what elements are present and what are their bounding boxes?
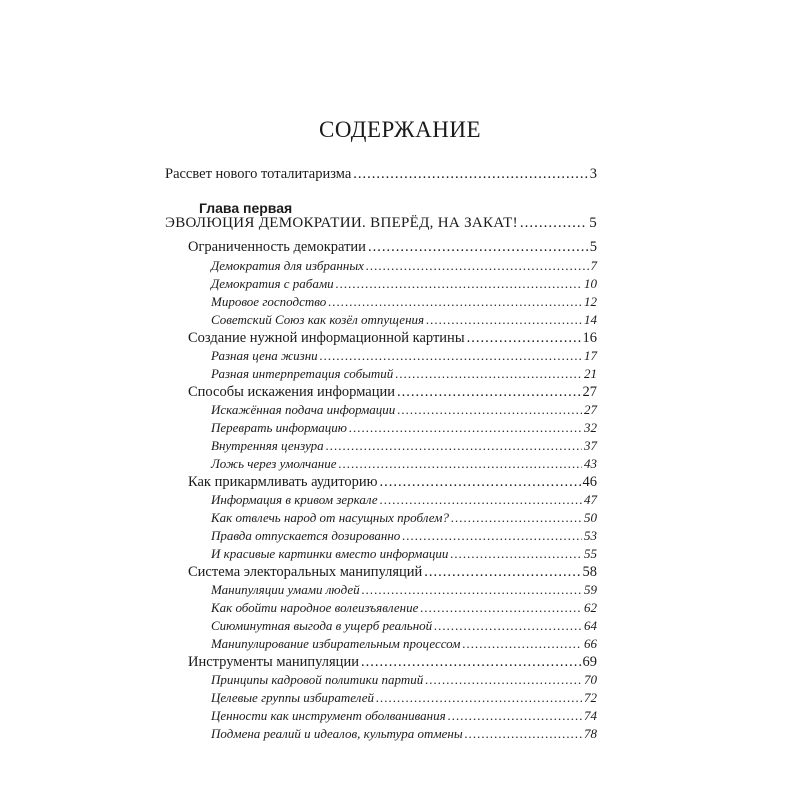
toc-entry-page: 66 bbox=[584, 636, 597, 651]
toc-leader-dots bbox=[450, 544, 582, 564]
toc-subsection-entry bbox=[211, 670, 597, 690]
toc-entry-page: 78 bbox=[584, 726, 597, 741]
toc-subsection-entry bbox=[211, 400, 597, 420]
toc-entry-page: 55 bbox=[584, 546, 597, 561]
toc-entry-page: 64 bbox=[584, 618, 597, 633]
toc-leader-dots bbox=[328, 292, 582, 312]
toc-entry-label: И красивые картинки вместо информации bbox=[211, 546, 449, 561]
toc-entry-page: 59 bbox=[584, 582, 597, 597]
toc-section-entry bbox=[188, 652, 597, 672]
toc-subsection-entry bbox=[211, 724, 597, 744]
toc-entry-label: Информация в кривом зеркале bbox=[211, 492, 378, 507]
toc-subsection-entry bbox=[211, 544, 597, 564]
toc-subsection-entry bbox=[211, 418, 597, 438]
toc-entry-page: 46 bbox=[582, 474, 597, 490]
toc-entry-page: 50 bbox=[584, 510, 597, 525]
toc-entry-page: 37 bbox=[584, 438, 597, 453]
toc-entry-label: Демократия с рабами bbox=[211, 276, 334, 291]
toc-intro-entry bbox=[165, 164, 597, 184]
toc-leader-dots bbox=[368, 237, 588, 257]
toc-leader-dots bbox=[467, 328, 581, 348]
toc-entry-label: Правда отпускается дозированно bbox=[211, 528, 401, 543]
toc-entry-page: 47 bbox=[584, 492, 597, 507]
toc-entry-label: Целевые группы избирателей bbox=[211, 690, 374, 705]
toc-leader-dots bbox=[424, 562, 580, 582]
toc-leader-dots bbox=[462, 634, 582, 654]
toc-entry-label: Внутренняя цензура bbox=[211, 438, 324, 453]
toc-entry-label: Искажённая подача информации bbox=[211, 402, 396, 417]
toc-entry-label: Разная цена жизни bbox=[211, 348, 318, 363]
toc-subsection-entry bbox=[211, 598, 597, 618]
toc-entry-label: Манипулирование избирательным процессом bbox=[211, 636, 461, 651]
toc-entry-label: Как обойти народное волеизъявление bbox=[211, 600, 419, 615]
toc-leader-dots bbox=[353, 164, 587, 184]
toc-entry-page: 7 bbox=[590, 258, 597, 273]
toc-entry-page: 12 bbox=[584, 294, 597, 309]
toc-entry-label: Способы искажения информации bbox=[188, 384, 395, 400]
toc-leader-dots bbox=[380, 472, 581, 492]
toc-subsection-entry bbox=[211, 454, 597, 474]
toc-subsection-entry bbox=[211, 616, 597, 636]
toc-entry-page: 14 bbox=[584, 312, 597, 327]
toc-entry-label: Рассвет нового тоталитаризма bbox=[165, 166, 352, 182]
toc-subsection-entry bbox=[211, 580, 597, 600]
toc-leader-dots bbox=[426, 310, 582, 330]
toc-entry-label: Инструменты манипуляции bbox=[188, 654, 359, 670]
toc-entry-label: Подмена реалий и идеалов, культура отмены bbox=[211, 726, 463, 741]
toc-leader-dots bbox=[520, 213, 587, 233]
toc-leader-dots bbox=[397, 382, 581, 402]
toc-section-entry bbox=[188, 562, 597, 582]
toc-leader-dots bbox=[465, 724, 582, 744]
chapter-title: ЭВОЛЮЦИЯ ДЕМОКРАТИИ. ВПЕРЁД, НА ЗАКАТ! bbox=[165, 215, 518, 231]
toc-leader-dots bbox=[425, 670, 582, 690]
toc-leader-dots bbox=[397, 400, 582, 420]
toc-leader-dots bbox=[366, 256, 589, 276]
toc-entry-page: 5 bbox=[589, 215, 597, 231]
toc-subsection-entry bbox=[211, 490, 597, 510]
toc-leader-dots bbox=[376, 688, 582, 708]
toc-entry-page: 27 bbox=[582, 384, 597, 400]
toc-subsection-entry bbox=[211, 346, 597, 366]
toc-entry-page: 72 bbox=[584, 690, 597, 705]
toc-entry-label: Ценности как инструмент оболванивания bbox=[211, 708, 446, 723]
toc-entry-page: 32 bbox=[584, 420, 597, 435]
toc-entry-label: Мировое господство bbox=[211, 294, 327, 309]
toc-leader-dots bbox=[320, 346, 582, 366]
toc-section-entry bbox=[188, 328, 597, 348]
toc-entry-label: Система электоральных манипуляций bbox=[188, 564, 423, 580]
toc-leader-dots bbox=[338, 454, 582, 474]
toc-entry-label: Как прикармливать аудиторию bbox=[188, 474, 378, 490]
toc-entry-page: 69 bbox=[582, 654, 597, 670]
toc-entry-page: 21 bbox=[584, 366, 597, 381]
toc-leader-dots bbox=[420, 598, 582, 618]
toc-entry-page: 58 bbox=[582, 564, 597, 580]
toc-subsection-entry bbox=[211, 706, 597, 726]
toc-section-entry bbox=[188, 382, 597, 402]
toc-entry-label: Переврать информацию bbox=[211, 420, 347, 435]
toc-leader-dots bbox=[361, 652, 581, 672]
toc-leader-dots bbox=[349, 418, 582, 438]
toc-subsection-entry bbox=[211, 436, 597, 456]
toc-leader-dots bbox=[326, 436, 582, 456]
toc-entry-page: 53 bbox=[584, 528, 597, 543]
toc-entry-page: 70 bbox=[584, 672, 597, 687]
toc-leader-dots bbox=[336, 274, 582, 294]
toc-subsection-entry bbox=[211, 310, 597, 330]
toc-entry-page: 43 bbox=[584, 456, 597, 471]
toc-subsection-entry bbox=[211, 292, 597, 312]
toc-entry-label: Создание нужной информационной картины bbox=[188, 330, 465, 346]
toc-leader-dots bbox=[448, 706, 582, 726]
toc-leader-dots bbox=[402, 526, 582, 546]
toc-section-entry bbox=[188, 472, 597, 492]
toc-entry-page: 10 bbox=[584, 276, 597, 291]
page-title: СОДЕРЖАНИЕ bbox=[318, 117, 481, 142]
toc-subsection-entry bbox=[211, 508, 597, 528]
toc-entry-label: Сиюминутная выгода в ущерб реальной bbox=[211, 618, 433, 633]
toc-entry-page: 17 bbox=[584, 348, 597, 363]
toc-entry-label: Демократия для избранных bbox=[211, 258, 364, 273]
toc-entry-label: Ограниченность демократии bbox=[188, 239, 366, 255]
toc-entry-label: Манипуляции умами людей bbox=[211, 582, 360, 597]
toc-entry-label: Советский Союз как козёл отпущения bbox=[211, 312, 425, 327]
toc-subsection-entry bbox=[211, 526, 597, 546]
toc-leader-dots bbox=[395, 364, 582, 384]
toc-leader-dots bbox=[451, 508, 582, 528]
toc-entry-label: Как отвлечь народ от насущных проблем? bbox=[211, 510, 449, 525]
toc-section-entry bbox=[188, 237, 597, 257]
toc-entry-page: 5 bbox=[589, 239, 597, 255]
toc-entry-page: 16 bbox=[582, 330, 597, 346]
toc-entry-page: 62 bbox=[584, 600, 597, 615]
toc-subsection-entry bbox=[211, 364, 597, 384]
toc-entry-label: Разная интерпретация событий bbox=[211, 366, 394, 381]
toc-leader-dots bbox=[380, 490, 582, 510]
chapter-title-entry bbox=[165, 213, 597, 233]
toc-entry-label: Принципы кадровой политики партий bbox=[211, 672, 424, 687]
toc-entry-page: 74 bbox=[584, 708, 597, 723]
toc-leader-dots bbox=[434, 616, 582, 636]
toc-entry-page: 27 bbox=[584, 402, 597, 417]
toc-subsection-entry bbox=[211, 274, 597, 294]
toc-entry-label: Ложь через умолчание bbox=[211, 456, 337, 471]
toc-leader-dots bbox=[362, 580, 582, 600]
chapter-label: Глава первая bbox=[199, 200, 293, 216]
toc-entry-page: 3 bbox=[589, 166, 597, 182]
toc-subsection-entry bbox=[211, 688, 597, 708]
toc-subsection-entry bbox=[211, 634, 597, 654]
toc-subsection-entry bbox=[211, 256, 597, 276]
